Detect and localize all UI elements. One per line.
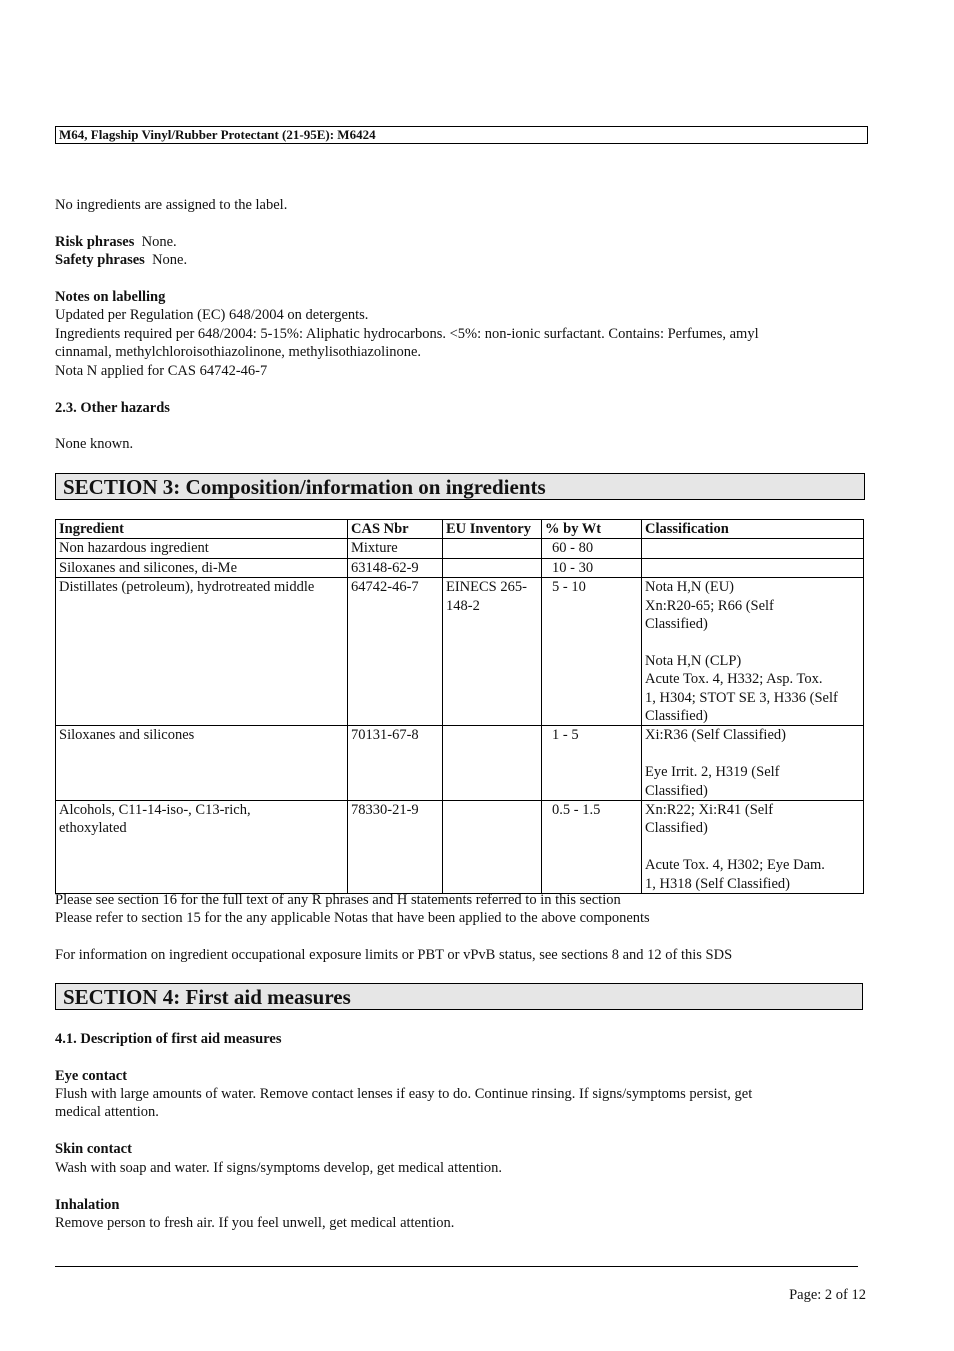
section3-note-2: Please refer to section 15 for the any applicable Notas that have been applied to the above components: [55, 910, 650, 926]
cell-classification-line: 1, H318 (Self Classified): [645, 875, 790, 892]
cell-pct-wt-line: 5 - 10: [552, 579, 586, 596]
cell-classification-line: Xi:R36 (Self Classified): [645, 727, 786, 744]
notes-line-2: Ingredients required per 648/2004: 5-15%: Aliphatic hydrocarbons. <5%: non-ionic surfactant. Contains: Perfumes, amyl: [55, 326, 759, 342]
cell-classification: [642, 539, 864, 558]
cell-pct-wt: [542, 558, 642, 577]
notes-labelling-heading: Notes on labelling: [55, 289, 166, 305]
cell-pct-wt-line: 1 - 5: [552, 727, 579, 744]
document-header-title: M64, Flagship Vinyl/Rubber Protectant (21-95E): M6424: [55, 126, 868, 144]
safety-phrases-value: None.: [152, 252, 188, 268]
cell-eu-inventory: [443, 801, 542, 894]
cell-cas: [348, 539, 443, 558]
section4-title-bar: SECTION 4: First aid measures: [55, 983, 863, 1010]
cell-classification-line: Classified): [645, 820, 708, 837]
cell-classification-line: Classified): [645, 616, 708, 633]
cell-classification-line: Nota H,N (EU): [645, 579, 734, 596]
cell-classification-line: 1, H304; STOT SE 3, H336 (Self: [645, 689, 838, 706]
inhalation-text: Remove person to fresh air. If you feel unwell, get medical attention.: [55, 1215, 455, 1231]
footer-divider: [55, 1266, 858, 1267]
no-ingredients-text: No ingredients are assigned to the label.: [55, 197, 288, 213]
other-hazards-heading: 2.3. Other hazards: [55, 400, 170, 416]
cell-classification: [642, 558, 864, 577]
section3-title-bar: SECTION 3: Composition/information on ingredients: [55, 473, 865, 500]
cell-ingredient-line: ethoxylated: [59, 820, 127, 837]
cell-cas: [348, 726, 443, 801]
cell-pct-wt: [542, 726, 642, 801]
table-header-row: [56, 520, 864, 539]
col-cas: CAS Nbr: [348, 520, 443, 539]
cell-classification-line: Acute Tox. 4, H302; Eye Dam.: [645, 857, 825, 874]
cell-cas-line: 70131-67-8: [351, 727, 419, 744]
cell-cas-line: Mixture: [351, 540, 398, 557]
ingredients-table: [55, 519, 864, 894]
cell-classification-line: Classified): [645, 782, 708, 799]
cell-pct-wt: [542, 539, 642, 558]
cell-ingredient-line: Siloxanes and silicones: [59, 727, 195, 744]
cell-classification: [642, 578, 864, 726]
risk-phrases-label: Risk phrases: [55, 234, 135, 250]
table-row: [56, 726, 864, 801]
notes-line-1: Updated per Regulation (EC) 648/2004 on detergents.: [55, 307, 369, 323]
cell-eu-inventory: [443, 558, 542, 577]
cell-classification-line: Xn:R20-65; R66 (Self: [645, 597, 774, 614]
page-number: Page: 2 of 12: [789, 1287, 866, 1303]
table-row: [56, 539, 864, 558]
cell-classification: [642, 801, 864, 894]
section3-note-1: Please see section 16 for the full text of any R phrases and H statements referred to in this section: [55, 892, 621, 908]
skin-contact-heading: Skin contact: [55, 1141, 132, 1157]
cell-ingredient: [56, 539, 348, 558]
notes-line-3: cinnamal, methylchloroisothiazolinone, methylisothiazolinone.: [55, 344, 422, 360]
col-pct-wt: % by Wt: [542, 520, 642, 539]
cell-eu-inventory-line: EINECS 265-: [446, 579, 527, 596]
cell-cas-line: 63148-62-9: [351, 559, 419, 576]
cell-classification-line: Eye Irrit. 2, H319 (Self: [645, 764, 780, 781]
cell-ingredient: [56, 578, 348, 726]
safety-phrases-label: Safety phrases: [55, 252, 145, 268]
risk-phrases-line: [55, 233, 855, 251]
cell-classification-line: [645, 838, 863, 856]
cell-ingredient-line: Siloxanes and silicones, di-Me: [59, 559, 238, 576]
col-eu-inventory: EU Inventory: [443, 520, 542, 539]
skin-contact-text: Wash with soap and water. If signs/symptoms develop, get medical attention.: [55, 1160, 503, 1176]
eye-contact-heading: Eye contact: [55, 1068, 128, 1084]
cell-eu-inventory-line: 148-2: [446, 597, 480, 614]
table-row: [56, 578, 864, 726]
cell-classification-line: [645, 633, 863, 651]
section3-note-3: For information on ingredient occupational exposure limits or PBT or vPvB status, see sections 8 and 12 of this SDS: [55, 947, 733, 963]
notes-line-4: Nota N applied for CAS 64742-46-7: [55, 363, 268, 379]
cell-pct-wt-line: 10 - 30: [552, 559, 594, 576]
cell-ingredient: [56, 558, 348, 577]
cell-classification-line: Acute Tox. 4, H332; Asp. Tox.: [645, 671, 823, 688]
risk-phrases-value: None.: [141, 234, 177, 250]
cell-pct-wt-line: 0.5 - 1.5: [552, 802, 601, 819]
col-ingredient: Ingredient: [56, 520, 348, 539]
first-aid-subheading: 4.1. Description of first aid measures: [55, 1031, 282, 1047]
inhalation-heading: Inhalation: [55, 1197, 120, 1213]
cell-classification-line: Xn:R22; Xi:R41 (Self: [645, 802, 774, 819]
cell-ingredient: [56, 801, 348, 894]
cell-cas-line: 64742-46-7: [351, 579, 419, 596]
table-row: [56, 801, 864, 894]
cell-cas-line: 78330-21-9: [351, 802, 419, 819]
cell-cas: [348, 558, 443, 577]
eye-contact-text-2: medical attention.: [55, 1104, 159, 1120]
col-classification: Classification: [642, 520, 864, 539]
cell-eu-inventory: [443, 539, 542, 558]
cell-eu-inventory: [443, 726, 542, 801]
cell-ingredient-line: Distillates (petroleum), hydrotreated middle: [59, 579, 315, 596]
safety-phrases-line: [55, 251, 855, 269]
eye-contact-text-1: Flush with large amounts of water. Remove contact lenses if easy to do. Continue rinsing. If signs/symptoms persist, get: [55, 1086, 753, 1102]
cell-ingredient-line: Alcohols, C11-14-iso-, C13-rich,: [59, 802, 251, 819]
cell-classification-line: Nota H,N (CLP): [645, 652, 742, 669]
cell-classification: [642, 726, 864, 801]
cell-ingredient: [56, 726, 348, 801]
cell-classification-line: Classified): [645, 708, 708, 725]
cell-cas: [348, 801, 443, 894]
cell-classification-line: [645, 745, 863, 763]
cell-pct-wt: [542, 801, 642, 894]
cell-pct-wt: [542, 578, 642, 726]
table-row: [56, 558, 864, 577]
cell-eu-inventory: [443, 578, 542, 726]
cell-cas: [348, 578, 443, 726]
cell-pct-wt-line: 60 - 80: [552, 540, 594, 557]
cell-ingredient-line: Non hazardous ingredient: [59, 540, 209, 557]
other-hazards-text: None known.: [55, 436, 134, 452]
